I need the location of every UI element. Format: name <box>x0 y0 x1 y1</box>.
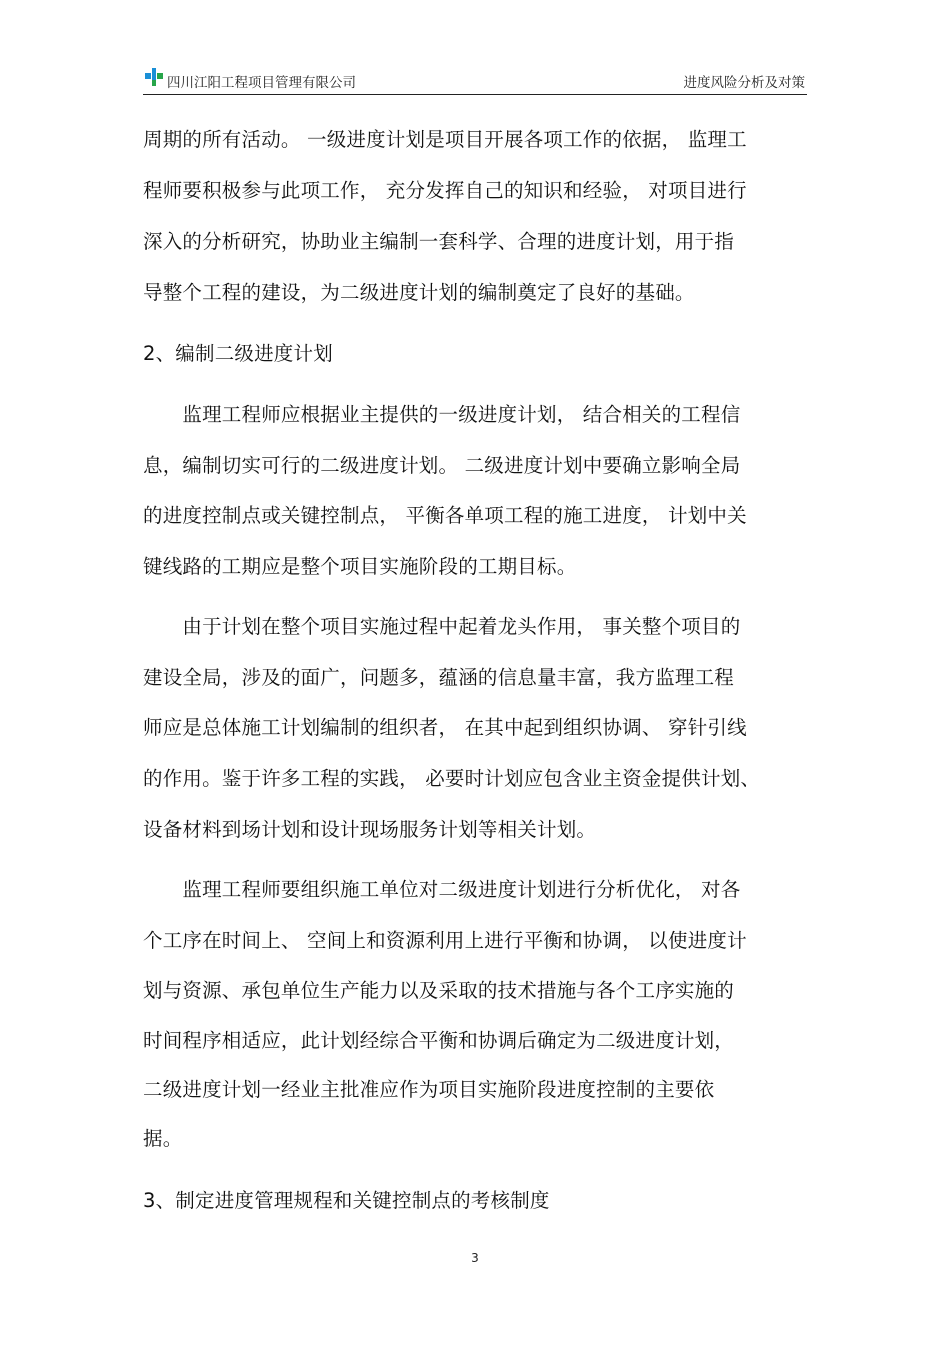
text-line: 的进度控制点或关键控制点， 平衡各单项工程的施工进度， 计划中关 <box>143 504 747 527</box>
document-title: 进度风险分析及对策 <box>683 75 805 91</box>
text-line: 的作用。鉴于许多工程的实践， 必要时计划应包含业主资金提供计划、 <box>143 767 761 790</box>
text-line: 监理工程师应根据业主提供的一级进度计划， 结合相关的工程信 <box>143 403 741 426</box>
text-line: 监理工程师要组织施工单位对二级进度计划进行分析优化， 对各 <box>143 878 741 901</box>
text-line: 深入的分析研究，协助业主编制一套科学、合理的进度计划，用于指 <box>143 230 735 253</box>
text-line: 建设全局，涉及的面广，问题多，蕴涵的信息量丰富，我方监理工程 <box>143 666 735 689</box>
text-line: 息，编制切实可行的二级进度计划。 二级进度计划中要确立影响全局 <box>143 454 741 477</box>
company-logo-icon <box>143 67 165 87</box>
text-line: 由于计划在整个项目实施过程中起着龙头作用， 事关整个项目的 <box>143 615 741 638</box>
page-number: 3 <box>471 1251 479 1265</box>
section-heading: 2、编制二级进度计划 <box>143 342 333 365</box>
text-line: 划与资源、承包单位生产能力以及采取的技术措施与各个工序实施的 <box>143 979 735 1002</box>
text-line: 周期的所有活动。 一级进度计划是项目开展各项工作的依据， 监理工 <box>143 128 747 151</box>
text-line: 设备材料到场计划和设计现场服务计划等相关计划。 <box>143 818 597 841</box>
page-header <box>143 62 807 95</box>
company-name: 四川江阳工程项目管理有限公司 <box>167 75 356 91</box>
text-line: 程师要积极参与此项工作， 充分发挥自己的知识和经验， 对项目进行 <box>143 179 747 202</box>
text-line: 个工序在时间上、 空间上和资源利用上进行平衡和协调， 以使进度计 <box>143 929 747 952</box>
text-line: 时间程序相适应，此计划经综合平衡和协调后确定为二级进度计划， <box>143 1029 735 1052</box>
text-line: 据。 <box>143 1127 183 1150</box>
section-heading: 3、制定进度管理规程和关键控制点的考核制度 <box>143 1189 550 1212</box>
text-line: 师应是总体施工计划编制的组织者， 在其中起到组织协调、 穿针引线 <box>143 716 747 739</box>
text-line: 二级进度计划一经业主批准应作为项目实施阶段进度控制的主要依 <box>143 1078 715 1101</box>
text-line: 键线路的工期应是整个项目实施阶段的工期目标。 <box>143 555 577 578</box>
text-line: 导整个工程的建设，为二级进度计划的编制奠定了良好的基础。 <box>143 281 695 304</box>
